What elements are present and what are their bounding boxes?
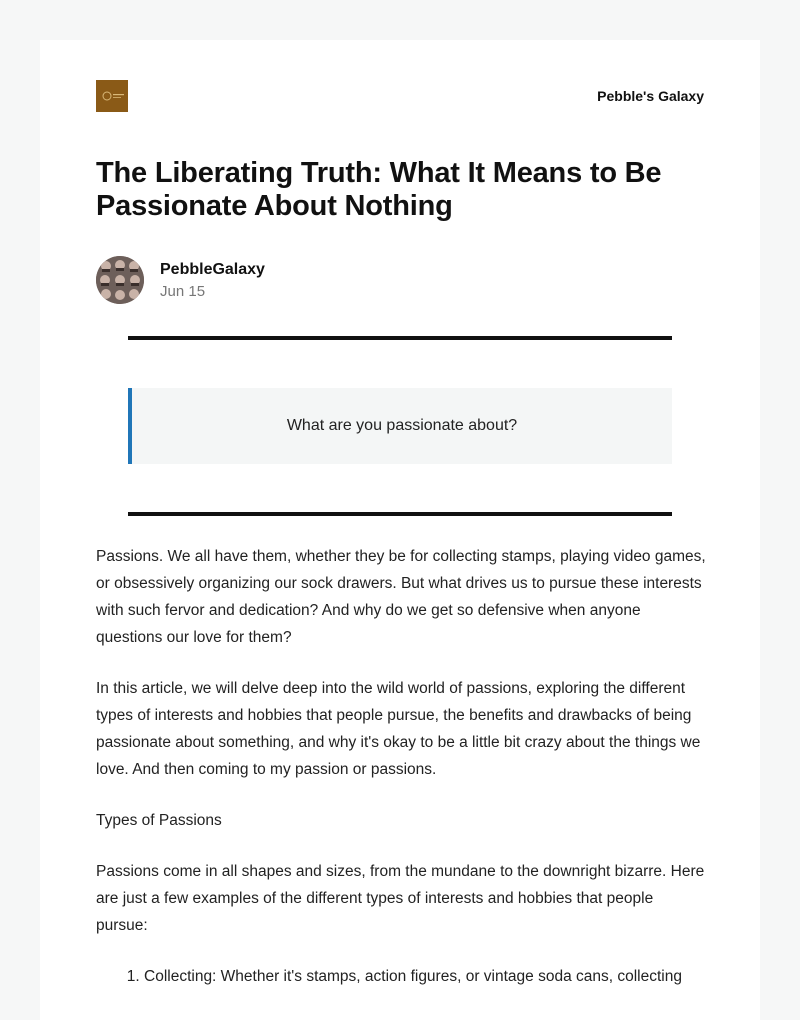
author-name[interactable]: PebbleGalaxy xyxy=(160,261,265,278)
publication-logo-icon[interactable] xyxy=(96,80,128,112)
pull-quote-text: What are you passionate about? xyxy=(286,417,518,434)
divider-bottom xyxy=(128,512,672,516)
byline xyxy=(96,256,496,304)
divider-top xyxy=(128,336,672,340)
paragraph: In this article, we will delve deep into the wild world of passions, exploring the different types of interests and hobbies that people pursue, the benefits and drawbacks of being passionate about something, and why it's okay to be a little bit crazy about the things we love. And then coming to my passion or passions. xyxy=(96,680,701,778)
post-date: Jun 15 xyxy=(160,283,206,300)
passion-types-list xyxy=(96,963,708,990)
section-heading: Types of Passions xyxy=(96,812,222,829)
post-card xyxy=(40,40,760,1020)
paragraph: Passions. We all have them, whether they be for collecting stamps, playing video games, or obsessively organizing our sock drawers. But what drives us to pursue these interests with such fervor and dedication? And why do we get so defensive when anyone questions our love for them? xyxy=(96,548,706,646)
post-body xyxy=(96,543,708,990)
paragraph: Passions come in all shapes and sizes, from the mundane to the downright bizarre. Here are just a few examples of the different types of interests and hobbies that people pursue: xyxy=(96,863,705,934)
list-item: 1. Collecting: Whether it's stamps, action figures, or vintage soda cans, collecting xyxy=(144,963,708,990)
author-avatar[interactable] xyxy=(96,256,144,304)
publication-name[interactable]: Pebble's Galaxy xyxy=(597,88,704,104)
post-header xyxy=(96,80,704,112)
post-title: The Liberating Truth: What It Means to Be Passionate About Nothing xyxy=(96,157,662,222)
pull-quote xyxy=(128,388,672,464)
